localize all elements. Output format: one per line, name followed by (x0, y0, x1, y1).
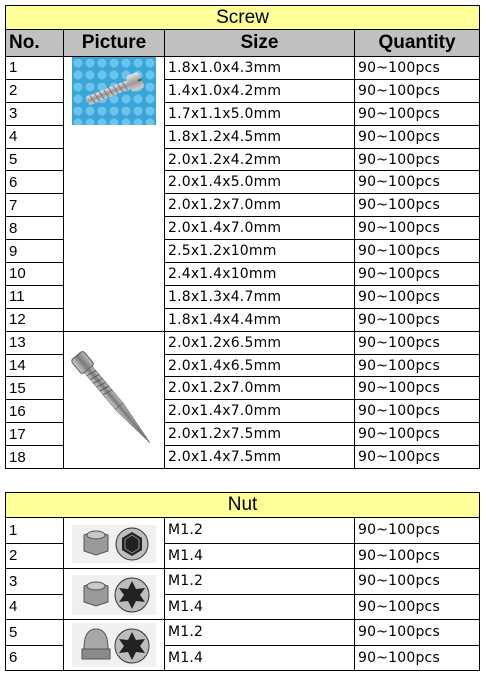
size-cell: 1.8x1.0x4.3mm (165, 57, 355, 80)
screw-table-title: Screw (6, 6, 480, 30)
size-cell: 2.0x1.4x6.5mm (165, 354, 355, 377)
size-cell: M1.4 (165, 594, 355, 620)
nut-photo-star-socket (64, 569, 164, 619)
row-number: 14 (6, 354, 64, 377)
nut-table (5, 492, 480, 671)
column-header-no: No. (6, 30, 64, 57)
quantity-cell: 90~100pcs (355, 594, 480, 620)
size-cell: 2.0x1.4x7.5mm (165, 446, 355, 469)
table-row (6, 331, 480, 354)
picture-cell (64, 57, 165, 332)
size-cell: 2.0x1.2x7.0mm (165, 194, 355, 217)
hex-nut-star-socket-icon (66, 572, 162, 616)
quantity-cell: 90~100pcs (355, 79, 480, 102)
quantity-cell: 90~100pcs (355, 57, 480, 80)
size-cell: 2.0x1.2x4.2mm (165, 148, 355, 171)
screw-table (5, 5, 480, 469)
size-cell: 1.8x1.4x4.4mm (165, 308, 355, 331)
size-cell: 1.7x1.1x5.0mm (165, 102, 355, 125)
size-cell: 2.4x1.4x10mm (165, 263, 355, 286)
row-number: 3 (6, 102, 64, 125)
quantity-cell: 90~100pcs (355, 285, 480, 308)
row-number: 4 (6, 125, 64, 148)
column-header-quantity: Quantity (355, 30, 480, 57)
quantity-cell: 90~100pcs (355, 102, 480, 125)
size-cell: 2.0x1.4x7.0mm (165, 400, 355, 423)
size-cell: M1.2 (165, 518, 355, 544)
table-row (6, 518, 480, 544)
quantity-cell: 90~100pcs (355, 148, 480, 171)
table-row (6, 57, 480, 80)
size-cell: 2.0x1.4x7.0mm (165, 217, 355, 240)
row-number: 10 (6, 263, 64, 286)
nut-photo-cap-nut (64, 620, 164, 670)
table-row (6, 569, 480, 595)
row-number: 3 (6, 569, 64, 595)
quantity-cell: 90~100pcs (355, 645, 480, 671)
quantity-cell: 90~100pcs (355, 400, 480, 423)
row-number: 16 (6, 400, 64, 423)
row-number: 18 (6, 446, 64, 469)
pointed-screw-icon (69, 340, 159, 460)
size-cell: 2.5x1.2x10mm (165, 240, 355, 263)
table-row (6, 620, 480, 646)
quantity-cell: 90~100pcs (355, 518, 480, 544)
row-number: 5 (6, 620, 64, 646)
row-number: 5 (6, 148, 64, 171)
row-number: 4 (6, 594, 64, 620)
screw-photo-flat-head (64, 57, 164, 331)
row-number: 2 (6, 79, 64, 102)
size-cell: 2.0x1.2x7.0mm (165, 377, 355, 400)
cap-nut-star-socket-icon (66, 621, 162, 669)
hex-nut-hex-socket-icon (66, 521, 162, 565)
size-cell: M1.2 (165, 620, 355, 646)
size-cell: 1.8x1.3x4.7mm (165, 285, 355, 308)
size-cell: M1.2 (165, 569, 355, 595)
picture-cell (64, 569, 165, 620)
picture-cell (64, 518, 165, 569)
size-cell: 2.0x1.4x5.0mm (165, 171, 355, 194)
row-number: 12 (6, 308, 64, 331)
size-cell: M1.4 (165, 645, 355, 671)
nut-table-title: Nut (6, 493, 480, 518)
row-number: 6 (6, 645, 64, 671)
quantity-cell: 90~100pcs (355, 354, 480, 377)
quantity-cell: 90~100pcs (355, 194, 480, 217)
picture-cell (64, 331, 165, 468)
size-cell: 2.0x1.2x7.5mm (165, 423, 355, 446)
row-number: 7 (6, 194, 64, 217)
quantity-cell: 90~100pcs (355, 543, 480, 569)
flat-head-screw-icon (72, 57, 156, 125)
quantity-cell: 90~100pcs (355, 569, 480, 595)
row-number: 13 (6, 331, 64, 354)
quantity-cell: 90~100pcs (355, 125, 480, 148)
column-header-picture: Picture (64, 30, 165, 57)
quantity-cell: 90~100pcs (355, 331, 480, 354)
quantity-cell: 90~100pcs (355, 263, 480, 286)
row-number: 1 (6, 518, 64, 544)
quantity-cell: 90~100pcs (355, 171, 480, 194)
row-number: 9 (6, 240, 64, 263)
quantity-cell: 90~100pcs (355, 308, 480, 331)
quantity-cell: 90~100pcs (355, 446, 480, 469)
quantity-cell: 90~100pcs (355, 217, 480, 240)
nut-photo-hex-socket (64, 518, 164, 568)
quantity-cell: 90~100pcs (355, 423, 480, 446)
quantity-cell: 90~100pcs (355, 240, 480, 263)
row-number: 8 (6, 217, 64, 240)
screw-photo-pointed (64, 332, 164, 468)
row-number: 6 (6, 171, 64, 194)
row-number: 17 (6, 423, 64, 446)
column-header-size: Size (165, 30, 355, 57)
size-cell: 1.4x1.0x4.2mm (165, 79, 355, 102)
quantity-cell: 90~100pcs (355, 377, 480, 400)
row-number: 15 (6, 377, 64, 400)
row-number: 11 (6, 285, 64, 308)
picture-cell (64, 620, 165, 671)
size-cell: M1.4 (165, 543, 355, 569)
quantity-cell: 90~100pcs (355, 620, 480, 646)
row-number: 1 (6, 57, 64, 80)
row-number: 2 (6, 543, 64, 569)
size-cell: 2.0x1.2x6.5mm (165, 331, 355, 354)
size-cell: 1.8x1.2x4.5mm (165, 125, 355, 148)
